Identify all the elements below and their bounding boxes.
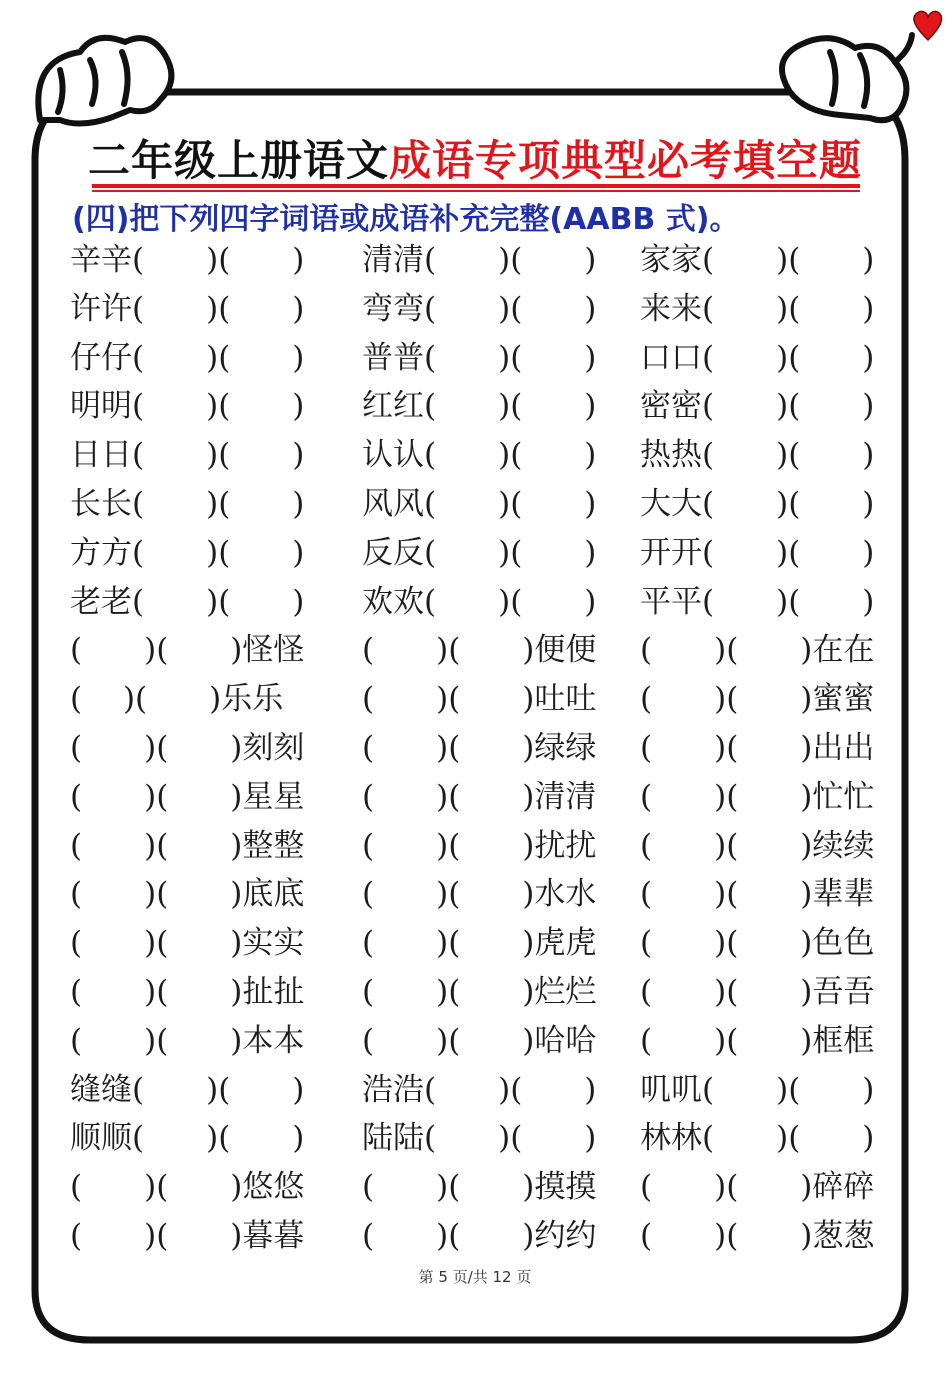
exercise-item[interactable]: ( )( )葱葱 xyxy=(640,1218,875,1254)
exercise-item[interactable]: 顺顺( )( ) xyxy=(70,1120,305,1157)
heart-icon xyxy=(914,11,942,40)
exercise-item[interactable]: 日日( )( ) xyxy=(70,437,305,474)
exercise-item[interactable]: 反反( )( ) xyxy=(362,534,597,571)
exercise-item[interactable]: 口口( )( ) xyxy=(640,339,875,376)
exercise-row xyxy=(0,382,950,430)
exercise-row xyxy=(0,1017,950,1065)
exercise-row xyxy=(0,919,950,967)
exercise-item[interactable]: 辛辛( )( ) xyxy=(70,242,305,278)
exercise-item[interactable]: ( )( )忙忙 xyxy=(640,778,875,815)
exercise-row xyxy=(0,1114,950,1162)
exercise-item[interactable]: ( )( )实实 xyxy=(70,925,305,962)
right-hand-decoration xyxy=(782,35,912,120)
exercise-item[interactable]: 林林( )( ) xyxy=(640,1120,875,1157)
exercise-row xyxy=(0,1066,950,1114)
exercise-item[interactable]: 家家( )( ) xyxy=(640,242,875,278)
exercise-row xyxy=(0,822,950,870)
exercise-row xyxy=(0,334,950,382)
page-title xyxy=(0,128,950,188)
exercise-item[interactable]: ( )( )虎虎 xyxy=(362,925,597,962)
exercise-item[interactable]: 陆陆( )( ) xyxy=(362,1120,597,1157)
exercise-item[interactable]: 方方( )( ) xyxy=(70,534,305,571)
exercise-item[interactable]: ( )( )水水 xyxy=(362,876,597,913)
exercise-item[interactable]: 密密( )( ) xyxy=(640,388,875,425)
exercise-item[interactable]: ( )( )吾吾 xyxy=(640,974,875,1010)
page-footer: 第 5 页/共 12 页 xyxy=(418,1268,532,1286)
exercise-item[interactable]: ( )( )悠悠 xyxy=(70,1169,305,1206)
exercise-item[interactable]: 仔仔( )( ) xyxy=(70,339,305,376)
instruction-text: (四)把下列四字词语或成语补充完整(AABB 式)。 xyxy=(72,202,740,237)
exercise-item[interactable]: ( )( )烂烂 xyxy=(362,974,597,1010)
exercise-row xyxy=(0,870,950,918)
exercise-item[interactable]: ( )( )在在 xyxy=(640,632,875,669)
exercise-item[interactable]: 弯弯( )( ) xyxy=(362,290,597,327)
exercise-row xyxy=(0,529,950,577)
exercise-item[interactable]: 热热( )( ) xyxy=(640,437,875,474)
exercise-item[interactable]: 普普( )( ) xyxy=(362,339,597,376)
exercise-item[interactable]: ( )( )底底 xyxy=(70,876,305,913)
exercise-item[interactable]: ( )( )碎碎 xyxy=(640,1169,875,1206)
exercise-row xyxy=(0,431,950,479)
exercise-item[interactable]: 开开( )( ) xyxy=(640,534,875,571)
exercise-item[interactable]: ( )( )暮暮 xyxy=(70,1218,305,1254)
exercise-row xyxy=(0,773,950,821)
exercise-item[interactable]: ( )( )绿绿 xyxy=(362,730,597,766)
exercise-item[interactable]: ( )( )续续 xyxy=(640,827,875,864)
exercise-item[interactable]: ( )( )色色 xyxy=(640,925,875,962)
exercise-item[interactable]: ( )( )哈哈 xyxy=(362,1022,597,1059)
exercise-item[interactable]: ( )( )出出 xyxy=(640,730,875,766)
exercise-item[interactable]: 风风( )( ) xyxy=(362,486,597,522)
exercise-item[interactable]: ( )( )便便 xyxy=(362,632,597,669)
exercise-item[interactable]: ( )( )清清 xyxy=(362,778,597,815)
exercise-item[interactable]: 明明( )( ) xyxy=(70,388,305,425)
title-red-part: 成语专项典型必考填空题 xyxy=(389,136,863,185)
exercise-item[interactable]: ( )( )蜜蜜 xyxy=(640,681,875,718)
exercise-item[interactable]: 叽叽( )( ) xyxy=(640,1071,875,1108)
exercise-item[interactable]: ( )( )刻刻 xyxy=(70,730,305,766)
exercise-item[interactable]: ( )( )怪怪 xyxy=(70,632,305,669)
exercise-item[interactable]: 来来( )( ) xyxy=(640,290,875,327)
exercise-item[interactable]: 缝缝( )( ) xyxy=(70,1071,305,1108)
exercise-item[interactable]: 清清( )( ) xyxy=(362,242,597,278)
exercise-row xyxy=(0,285,950,333)
exercise-item[interactable]: ( )( )辈辈 xyxy=(640,876,875,913)
exercise-item[interactable]: 认认( )( ) xyxy=(362,437,597,474)
exercise-row xyxy=(0,236,950,284)
exercise-item[interactable]: ( )( )摸摸 xyxy=(362,1169,597,1206)
exercise-item[interactable]: 红红( )( ) xyxy=(362,388,597,425)
exercise-row xyxy=(0,480,950,528)
exercise-item[interactable]: 浩浩( )( ) xyxy=(362,1071,597,1108)
exercise-row xyxy=(0,626,950,674)
exercise-item[interactable]: 长长( )( ) xyxy=(70,486,305,522)
title-black-part: 二年级上册语文 xyxy=(87,136,389,185)
left-hand-decoration xyxy=(38,38,171,124)
title-underline xyxy=(92,184,860,188)
exercise-row xyxy=(0,578,950,626)
exercise-item[interactable]: ( )( )星星 xyxy=(70,778,305,815)
exercise-item[interactable]: ( )( )吐吐 xyxy=(362,681,597,718)
title-underline-thin xyxy=(92,190,860,192)
exercise-item[interactable]: ( )( )框框 xyxy=(640,1022,875,1059)
exercise-row xyxy=(0,724,950,772)
exercise-item[interactable]: ( )( )本本 xyxy=(70,1022,305,1059)
exercise-item[interactable]: ( )( )扰扰 xyxy=(362,827,597,864)
exercise-row xyxy=(0,1212,950,1260)
exercise-row xyxy=(0,675,950,723)
exercise-item[interactable]: ( )( )乐乐 xyxy=(70,681,284,718)
exercise-item[interactable]: ( )( )约约 xyxy=(362,1218,597,1254)
exercise-item[interactable]: ( )( )整整 xyxy=(70,827,305,864)
exercise-item[interactable]: 老老( )( ) xyxy=(70,583,305,620)
exercise-item[interactable]: 欢欢( )( ) xyxy=(362,583,597,620)
exercise-item[interactable]: 平平( )( ) xyxy=(640,583,875,620)
exercise-row xyxy=(0,1163,950,1211)
exercise-item[interactable]: 许许( )( ) xyxy=(70,290,305,327)
exercise-item[interactable]: ( )( )扯扯 xyxy=(70,974,305,1010)
exercise-row xyxy=(0,968,950,1016)
exercise-item[interactable]: 大大( )( ) xyxy=(640,486,875,522)
